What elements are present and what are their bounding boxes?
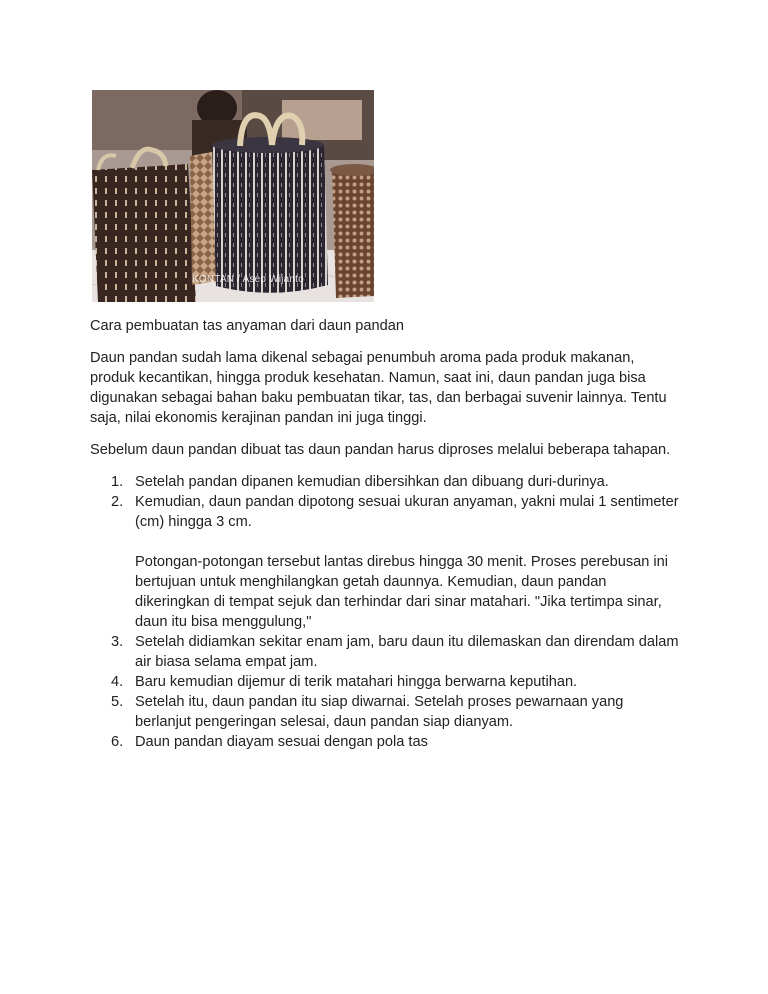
step-text: Kemudian, daun pandan dipotong sesuai ukuran anyaman, yakni mulai 1 sentimeter (cm) hingga 3 cm. (135, 494, 679, 530)
step-number: 1. (111, 474, 124, 490)
list-item (90, 692, 680, 732)
list-item (90, 632, 680, 672)
step-text: Setelah itu, daun pandan itu siap diwarnai. Setelah proses pewarnaan yang berlanjut pengeringan selesai, daun pandan siap dianyam. (135, 694, 624, 730)
list-item (90, 732, 680, 752)
basket-photo (92, 90, 374, 302)
step-number: 6. (111, 734, 124, 750)
step-number: 2. (111, 494, 124, 510)
step-text: Daun pandan diayam sesuai dengan pola tas (135, 734, 428, 750)
step-number: 4. (111, 674, 124, 690)
list-item (90, 472, 680, 492)
article-body (90, 316, 680, 752)
intro-paragraph: Daun pandan sudah lama dikenal sebagai penumbuh aroma pada produk makanan, produk kecantikan, hingga produk kesehatan. Namun, saat ini, daun pandan juga bisa digunakan sebagai bahan baku pembuatan tikar, tas, dan berbagai suvenir lainnya. Tentu saja, nilai ekonomis kerajinan pandan ini juga tinggi. (90, 350, 667, 426)
step-extra-text: Potongan-potongan tersebut lantas direbus hingga 30 menit. Proses perebusan ini bertujuan untuk menghilangkan getah daunnya. Kemudian, daun pandan dikeringkan di tempat sejuk dan terhindar dari sinar matahari. "Jika tertimpa sinar, daun itu bisa menggulung," (135, 554, 669, 630)
step-number: 5. (111, 694, 124, 710)
article-title: Cara pembuatan tas anyaman dari daun pandan (90, 318, 404, 334)
list-item (90, 672, 680, 692)
step-text: Setelah didiamkan sekitar enam jam, baru daun itu dilemaskan dan direndam dalam air biasa selama empat jam. (135, 634, 679, 670)
step-text: Setelah pandan dipanen kemudian dibersihkan dan dibuang duri-durinya. (135, 474, 609, 490)
list-item (90, 492, 680, 632)
step-number: 3. (111, 634, 124, 650)
steps-list (90, 472, 680, 752)
photo-watermark: KONTAN / Asep Wijanto (192, 274, 304, 285)
process-intro-paragraph: Sebelum daun pandan dibuat tas daun pandan harus diproses melalui beberapa tahapan. (90, 442, 671, 458)
step-text: Baru kemudian dijemur di terik matahari hingga berwarna keputihan. (135, 674, 578, 690)
